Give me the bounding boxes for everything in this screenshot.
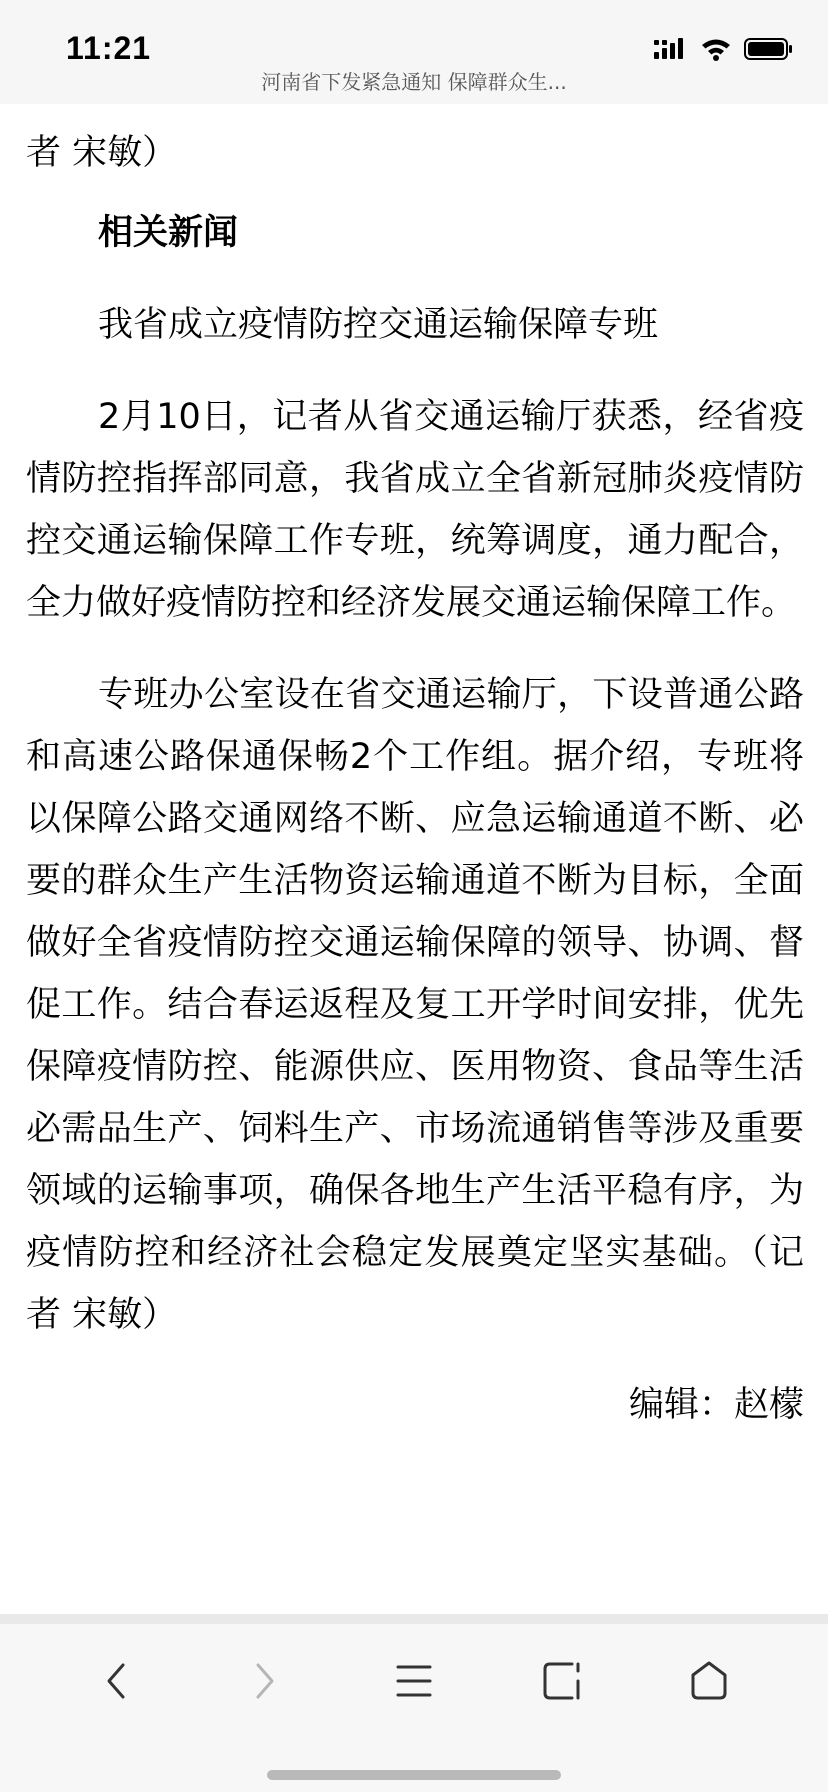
forward-button[interactable] — [229, 1648, 299, 1718]
back-button[interactable] — [82, 1648, 152, 1718]
home-indicator[interactable] — [267, 1770, 561, 1780]
toolbar-divider — [0, 1614, 828, 1624]
article-paragraph: 专班办公室设在省交通运输厅，下设普通公路和高速公路保通保畅2个工作组。据介绍，专班将以保障公路交通网络不断、应急运输通道不断、必要的群众生产生活物资运输通道不断为目标，全面做好全省疫情防控交通运输保障的领导、协调、督促工作。结合春运返程及复工开学时间安排，优先保障疫情防控、能源供应、医用物资、食品等生活必需品生产、饲料生产、市场流通销售等涉及重要领域的运输事项，确保各地生产生活平稳有序，为疫情防控和经济社会稳定发展奠定坚实基础。（记者 宋敏） — [26, 675, 804, 1335]
editor-credit: 编辑：赵檬 — [628, 1385, 804, 1425]
status-time: 11:21 — [66, 30, 152, 66]
article-body — [26, 104, 804, 1436]
wifi-icon — [700, 37, 732, 65]
related-news-title[interactable]: 我省成立疫情防控交通运输保障专班 — [98, 305, 659, 345]
page-title[interactable]: 河南省下发紧急通知 保障群众生... — [261, 70, 567, 94]
battery-icon — [744, 37, 794, 65]
browser-toolbar — [0, 1624, 828, 1792]
article-continued-text: 者 宋敏） — [26, 133, 178, 173]
home-icon — [687, 1659, 731, 1707]
back-icon — [97, 1659, 137, 1707]
status-bar — [0, 0, 828, 104]
menu-icon — [394, 1661, 434, 1705]
menu-button[interactable] — [379, 1648, 449, 1718]
article-paragraph: 2月10日，记者从省交通运输厅获悉，经省疫情防控指挥部同意，我省成立全省新冠肺炎疫情防控交通运输保障工作专班，统筹调度，通力配合，全力做好疫情防控和经济发展交通运输保障工作。 — [26, 397, 804, 623]
related-news-heading: 相关新闻 — [98, 213, 239, 253]
tabs-icon — [540, 1659, 584, 1707]
cellular-signal-icon — [654, 37, 688, 65]
forward-icon — [244, 1659, 284, 1707]
home-button[interactable] — [674, 1648, 744, 1718]
status-icons — [654, 36, 794, 66]
tabs-button[interactable] — [527, 1648, 597, 1718]
